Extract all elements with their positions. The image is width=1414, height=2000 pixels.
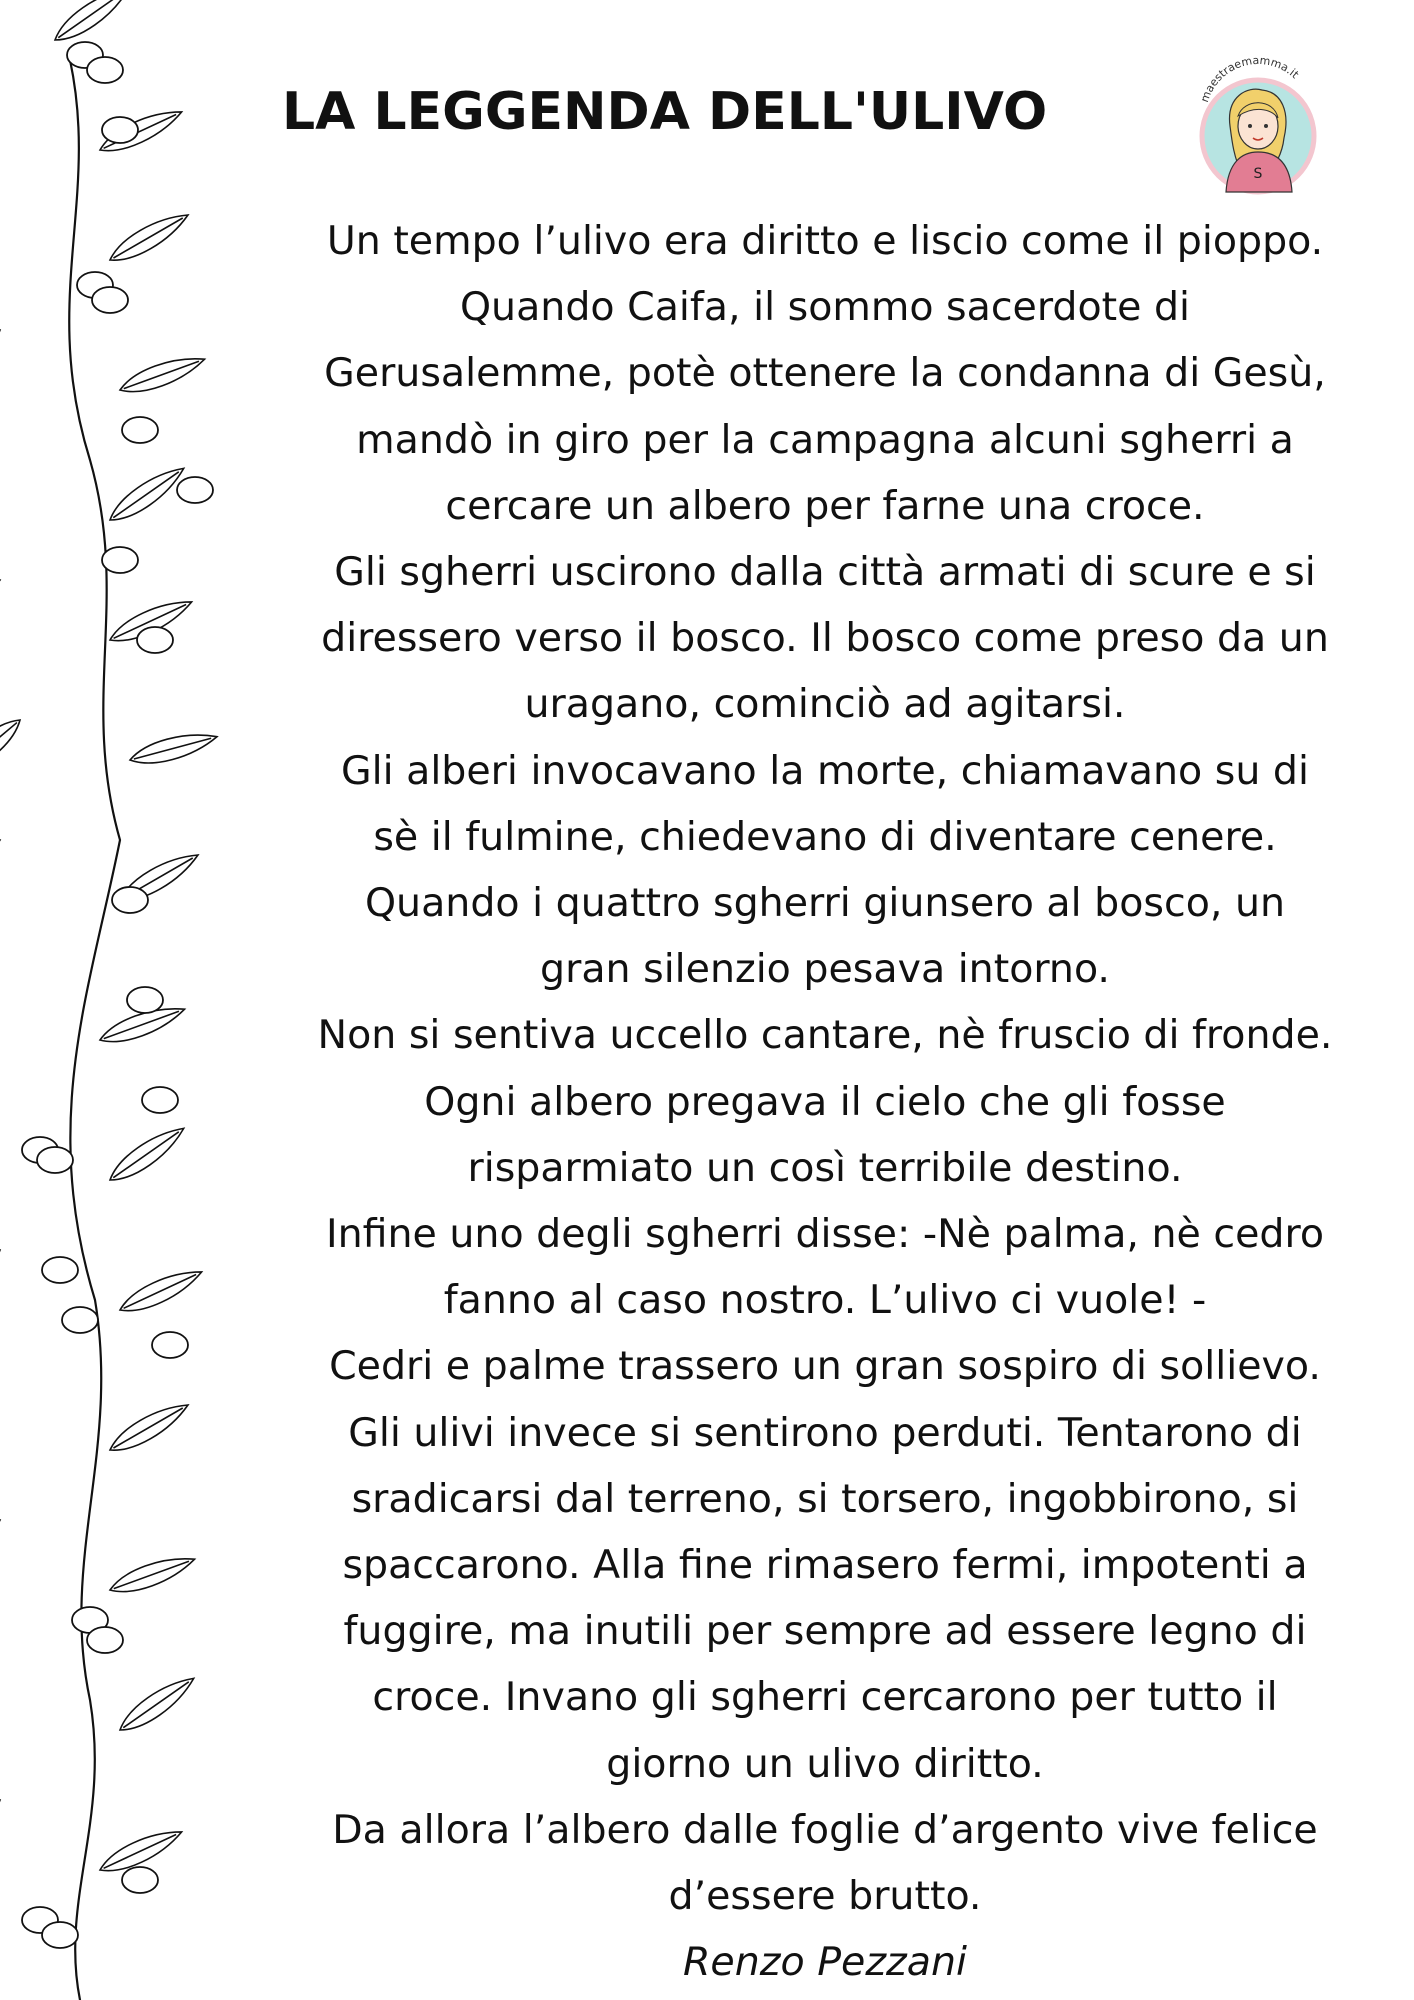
author-signature: Renzo Pezzani	[682, 1939, 968, 1986]
olive-branch-decoration	[0, 0, 250, 2000]
poem-line: croce. Invano gli sgherri cercarono per tutto il	[372, 1674, 1278, 1721]
poem-line: sè il fulmine, chiedevano di diventare cenere.	[373, 813, 1277, 860]
poem-line: Da allora l’albero dalle foglie d’argento vive felice	[332, 1806, 1318, 1853]
poem-line: Gli ulivi invece si sentirono perduti. Tentarono di	[348, 1409, 1302, 1456]
poem-line: Gerusalemme, potè ottenere la condanna di Gesù,	[324, 350, 1326, 397]
poem-line: mandò in giro per la campagna alcuni sgherri a	[356, 416, 1294, 463]
site-logo	[1178, 46, 1338, 196]
poem-line: gran silenzio pesava intorno.	[540, 946, 1110, 993]
poem-line: Gli alberi invocavano la morte, chiamavano su di	[341, 747, 1309, 794]
poem-line: sradicarsi dal terreno, si torsero, ingobbirono, si	[351, 1475, 1299, 1522]
poem-line: Gli sgherri uscirono dalla città armati di scure e si	[334, 549, 1316, 596]
poem-line: uragano, cominciò ad agitarsi.	[524, 681, 1126, 728]
poem-line: Quando i quattro sgherri giunsero al bosco, un	[364, 880, 1286, 927]
logo-initial: S	[1253, 166, 1263, 182]
poem-line: diressero verso il bosco. Il bosco come preso da un	[321, 615, 1329, 662]
poem-line: risparmiato un così terribile destino.	[467, 1144, 1183, 1191]
poem-line: cercare un albero per farne una croce.	[445, 482, 1205, 529]
poem-line: spaccarono. Alla fine rimasero fermi, impotenti a	[342, 1542, 1308, 1589]
poem-line: fanno al caso nostro. L’ulivo ci vuole! -	[443, 1277, 1207, 1324]
poem-line: giorno un ulivo diritto.	[606, 1740, 1044, 1787]
poem-line: Infine uno degli sgherri disse: -Nè palma, nè cedro	[325, 1211, 1325, 1258]
logo-text: maestraemamma.it	[1197, 53, 1302, 105]
poem-line: d’essere brutto.	[668, 1873, 982, 1920]
poem-body	[250, 208, 1400, 1995]
poem-line: fuggire, ma inutili per sempre ad essere legno di	[343, 1608, 1307, 1655]
poem-line: Quando Caifa, il sommo sacerdote di	[459, 284, 1191, 331]
poem-line: Ogni albero pregava il cielo che gli fosse	[424, 1078, 1226, 1125]
poem-line: Un tempo l’ulivo era diritto e liscio come il pioppo.	[326, 218, 1324, 264]
poem-line: Non si sentiva uccello cantare, nè fruscio di fronde.	[317, 1012, 1333, 1059]
page-title: LA LEGGENDA DELL'ULIVO	[282, 82, 1048, 142]
poem-line: Cedri e palme trassero un gran sospiro di sollievo.	[329, 1343, 1321, 1390]
